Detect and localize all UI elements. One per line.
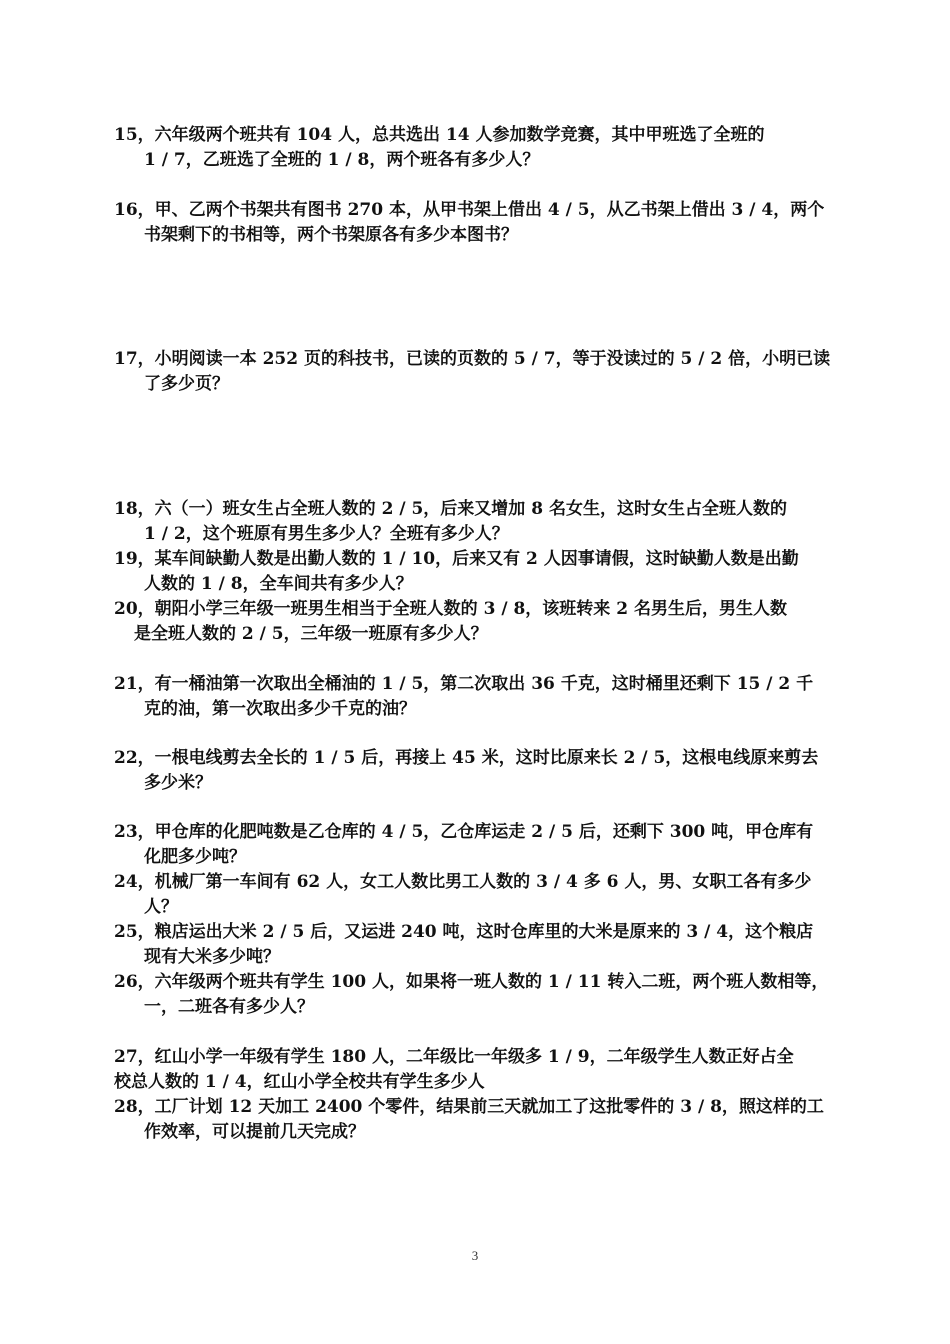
problem-line: 校总人数的 1 / 4，红山小学全校共有学生多少人	[114, 1072, 485, 1092]
problem-line: 是全班人数的 2 / 5，三年级一班原有多少人？	[134, 624, 488, 644]
problem-line: 19，某车间缺勤人数是出勤人数的 1 / 10，后来又有 2 人因事请假，这时缺勤人数是出勤	[114, 549, 799, 569]
problem-line: 1 / 2，这个班原有男生多少人？全班有多少人？	[144, 524, 509, 544]
problem-line: 27，红山小学一年级有学生 180 人，二年级比一年级多 1 / 9，二年级学生人数正好占全	[114, 1047, 794, 1067]
problem-line: 17，小明阅读一本 252 页的科技书，已读的页数的 5 / 7，等于没读过的 5 / 2 倍，小明已读	[114, 349, 831, 369]
problem-line: 28，工厂计划 12 天加工 2400 个零件，结果前三天就加工了这批零件的 3 / 8，照这样的工	[114, 1097, 824, 1117]
problem-line: 人？	[144, 897, 178, 917]
page-number: 3	[471, 1248, 479, 1263]
problem-25	[114, 920, 840, 970]
problem-26	[114, 970, 840, 1020]
problem-line: 18，六（一）班女生占全班人数的 2 / 5，后来又增加 8 名女生，这时女生占全班人数的	[114, 499, 787, 519]
problem-line: 24，机械厂第一车间有 62 人，女工人数比男工人数的 3 / 4 多 6 人，男、女职工各有多少	[114, 872, 812, 892]
problem-line: 1 / 7，乙班选了全班的 1 / 8，两个班各有多少人？	[144, 150, 540, 170]
problem-27	[114, 1045, 840, 1095]
problem-line: 16，甲、乙两个书架共有图书 270 本，从甲书架上借出 4 / 5，从乙书架上借出 3 / 4，两个	[114, 200, 825, 220]
problem-line: 人数的 1 / 8，全车间共有多少人？	[144, 574, 413, 594]
problem-17	[114, 347, 840, 397]
problem-19	[114, 547, 840, 597]
problem-line: 化肥多少吨？	[144, 847, 246, 867]
problem-line: 25，粮店运出大米 2 / 5 后，又运进 240 吨，这时仓库里的大米是原来的 3 / 4，这个粮店	[114, 922, 814, 942]
problem-line: 22，一根电线剪去全长的 1 / 5 后，再接上 45 米，这时比原来长 2 / 5，这根电线原来剪去	[114, 748, 819, 768]
problem-line: 书架剩下的书相等，两个书架原各有多少本图书？	[144, 225, 518, 245]
problem-20	[114, 597, 840, 647]
problem-22	[114, 746, 840, 796]
problem-21	[114, 672, 840, 722]
problem-23	[114, 820, 840, 870]
problem-line: 26，六年级两个班共有学生 100 人，如果将一班人数的 1 / 11 转入二班，两个班人数相等，	[114, 972, 829, 992]
problem-line: 23，甲仓库的化肥吨数是乙仓库的 4 / 5，乙仓库运走 2 / 5 后，还剩下 300 吨，甲仓库有	[114, 822, 814, 842]
problem-18	[114, 497, 840, 547]
problem-line: 现有大米多少吨？	[144, 947, 280, 967]
problem-line: 作效率，可以提前几天完成？	[144, 1122, 365, 1142]
problem-28	[114, 1095, 840, 1145]
problem-line: 一，二班各有多少人？	[144, 997, 314, 1017]
problem-line: 20，朝阳小学三年级一班男生相当于全班人数的 3 / 8，该班转来 2 名男生后，男生人数	[114, 599, 787, 619]
problem-16	[114, 198, 840, 248]
problem-line: 21，有一桶油第一次取出全桶油的 1 / 5，第二次取出 36 千克，这时桶里还剩下 15 / 2 千	[114, 674, 814, 694]
problem-24	[114, 870, 840, 920]
problem-line: 克的油，第一次取出多少千克的油？	[144, 699, 416, 719]
problem-line: 15，六年级两个班共有 104 人，总共选出 14 人参加数学竞赛，其中甲班选了全班的	[114, 125, 765, 145]
problem-15	[114, 123, 840, 173]
problem-line: 多少米？	[144, 773, 212, 793]
problem-line: 了多少页？	[144, 374, 229, 394]
